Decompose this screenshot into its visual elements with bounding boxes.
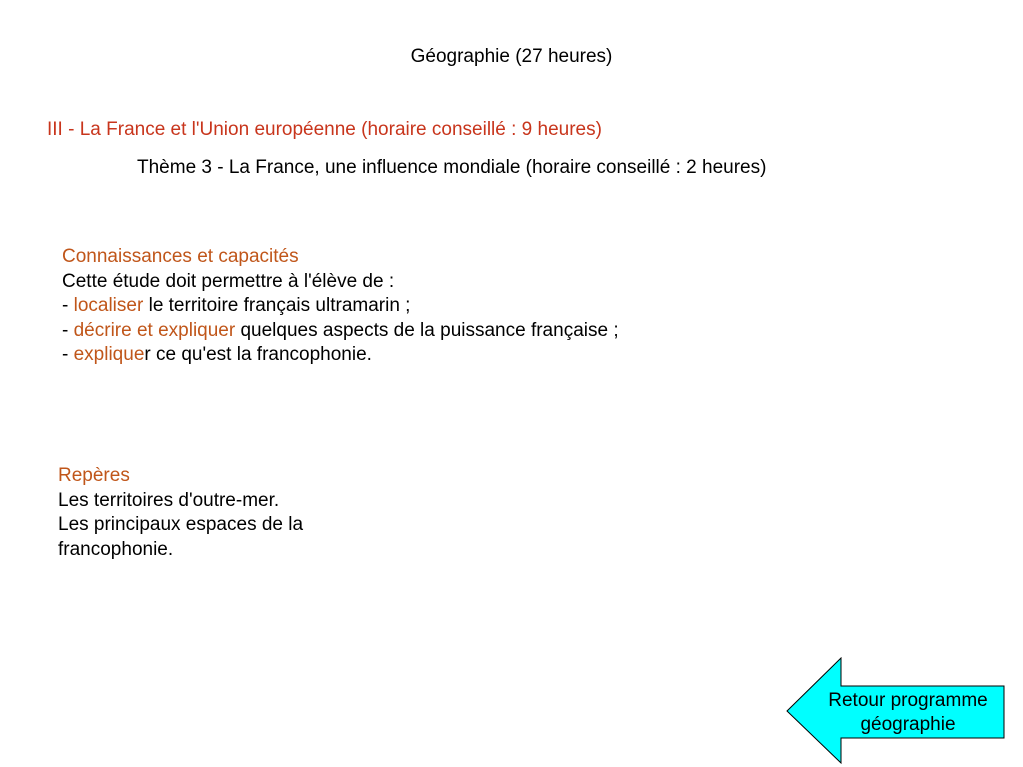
landmarks-block <box>58 464 303 562</box>
item-keyword: décrire et expliquer <box>73 319 236 341</box>
theme-heading: Thème 3 - La France, une influence mondiale (horaire conseillé : 2 heures) <box>137 157 767 178</box>
back-button-line2: géographie <box>860 714 956 735</box>
knowledge-intro: Cette étude doit permettre à l'élève de : <box>62 270 395 292</box>
item-keyword: localiser <box>73 295 144 316</box>
knowledge-item <box>62 343 619 368</box>
item-text: le territoire français ultramarin ; <box>143 295 411 316</box>
item-text: quelques aspects de la puissance française ; <box>235 319 619 341</box>
back-to-program-button[interactable] <box>786 657 1006 765</box>
landmarks-line: Les principaux espaces de la <box>58 514 304 535</box>
knowledge-title: Connaissances et capacités <box>62 246 299 267</box>
knowledge-item <box>62 319 619 344</box>
landmarks-title: Repères <box>58 465 130 486</box>
back-button-label <box>810 689 1006 737</box>
item-dash: - <box>62 319 74 341</box>
item-text: r ce qu'est la francophonie. <box>144 344 372 365</box>
knowledge-item <box>62 294 619 319</box>
back-button-line1: Retour programme <box>828 690 988 711</box>
landmarks-line: francophonie. <box>58 538 174 560</box>
item-keyword: explique <box>73 344 145 365</box>
section-heading: III - La France et l'Union européenne (horaire conseillé : 9 heures) <box>47 119 602 140</box>
item-dash: - <box>62 344 74 365</box>
landmarks-line: Les territoires d'outre-mer. <box>58 489 280 511</box>
page-title: Géographie (27 heures) <box>410 46 613 67</box>
item-dash: - <box>62 295 74 316</box>
knowledge-block <box>62 245 619 368</box>
